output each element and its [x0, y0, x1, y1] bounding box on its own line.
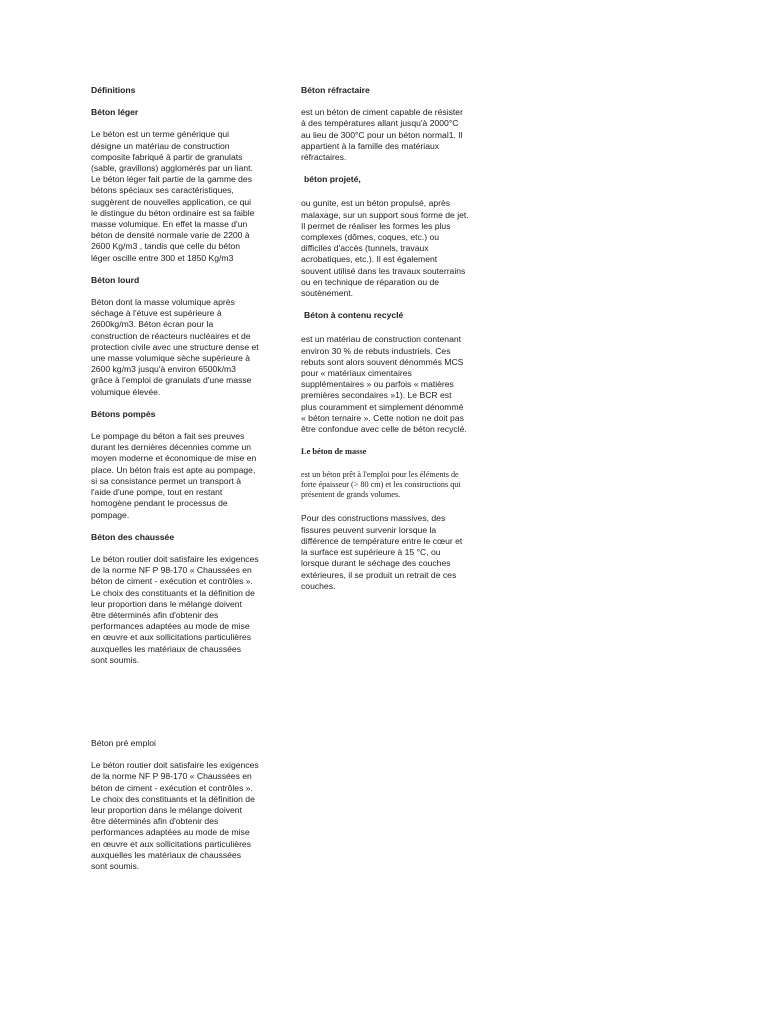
beton-lourd-heading: Béton lourd [91, 274, 140, 285]
beton-masse-text-1: est un béton prêt à l'emploi pour les éléments de forte épaisseur (> 80 cm) et les constructions qui présentent de grands volumes. [301, 470, 461, 500]
beton-chaussee-text: Le béton routier doit satisfaire les exigences de la norme NF P 98-170 « Chaussées en béton de ciment - exécution et contrôles ». Le choix des constituants et la définition de leur proportion dans le mélange doivent être déterminés afin d'obtenir des performances adaptées au mode de mise en œuvre et aux sollicitations particulières auxquelles les matériaux de chaussées sont soumis. [91, 553, 259, 665]
beton-leger-text: Le béton est un terme générique qui désigne un matériau de construction composite fabriqué à partir de granulats (sable, gravillons) agglomérés par un liant. Le béton léger fait partie de la gamme des bétons spéciaux ses caractéristiques, suggèrent de nouvelles application, ce qui le distingue du béton ordinaire est sa faible masse volumique. En effet la masse d'un béton de densité normale varie de 2200 à 2600 Kg/m3 , tandis que celle du béton léger oscille entre 300 et 1850 Kg/m3 [91, 129, 255, 263]
beton-masse-heading: Le béton de masse [301, 447, 367, 457]
beton-pre-emploi-text: Le béton routier doit satisfaire les exigences de la norme NF P 98-170 « Chaussées en béton de ciment - exécution et contrôles ». Le choix des constituants et la définition de leur proportion dans le mélange doivent être déterminés afin d'obtenir des performances adaptées au mode de mise en œuvre et aux sollicitations particulières auxquelles les matériaux de chaussées sont soumis. [91, 760, 259, 871]
beton-chaussee-heading: Béton des chaussée [91, 531, 175, 542]
beton-refractaire-text: est un béton de ciment capable de résister à des températures allant jusqu'à 2000°C au lieu de 300°C pour un béton normal1. Il appartient à la famille des matériaux réfractaires. [301, 107, 463, 163]
beton-recycle-text: est un matériau de construction contenant environ 30 % de rebuts industriels. Ces rebuts sont alors souvent dénommés MCS pour « matériaux cimentaires supplémentaires » ou parfois « matières premières secondaires »1). Le BCR est plus couramment et simplement dénommé « béton ternaire ». Cette notion ne doit pas être confondue avec celle de béton recyclé. [301, 334, 467, 435]
beton-projete-heading: béton projeté, [304, 174, 361, 185]
left-column [91, 85, 259, 872]
beton-masse-text-2: Pour des constructions massives, des fissures peuvent survenir lorsque la différence de température entre le cœur et la surface est supérieure à 15 °C, ou lorsque durant le séchage des couches extérieures, il se produit un retrait de ces couches. [301, 513, 463, 591]
beton-lourd-text: Béton dont la masse volumique après séchage à l'étuve est supérieure à 2600kg/m3. Béton écran pour la construction de réacteurs nucléaires et de protection civile avec une structure dense et une masse volumique sèche supérieure à 2600 kg/m3 jusqu'à environ 6500k/m3 grâce à l'emploi de granulats d'une masse volumique élevée. [91, 297, 259, 397]
beton-leger-heading: Béton léger [91, 107, 139, 118]
beton-pre-emploi-heading: Béton pré emploi [91, 737, 156, 748]
right-column [301, 85, 469, 592]
betons-pompes-heading: Bétons pompés [91, 408, 156, 419]
beton-refractaire-heading: Béton réfractaire [301, 85, 370, 95]
definitions-heading: Définitions [91, 85, 136, 95]
beton-recycle-heading: Béton à contenu recyclé [304, 310, 404, 321]
betons-pompes-text: Le pompage du béton a fait ses preuves durant les dernières décennies comme un moyen moderne et économique de mise en place. Un béton frais est apte au pompage, si sa consistance permet un transport à l'aide d'une pompe, tout en restant homogène pendant le processus de pompage. [91, 431, 257, 520]
beton-projete-text: ou gunite, est un béton propulsé, après malaxage, sur un support sous forme de jet. Il permet de réaliser les formes les plus complexes (dômes, coques, etc.) ou difficiles d'accès (tunnels, travaux acrobatiques, etc.). Il est également souvent utilisé dans les travaux souterrains ou en technique de réparation ou de soutènement. [301, 198, 469, 299]
